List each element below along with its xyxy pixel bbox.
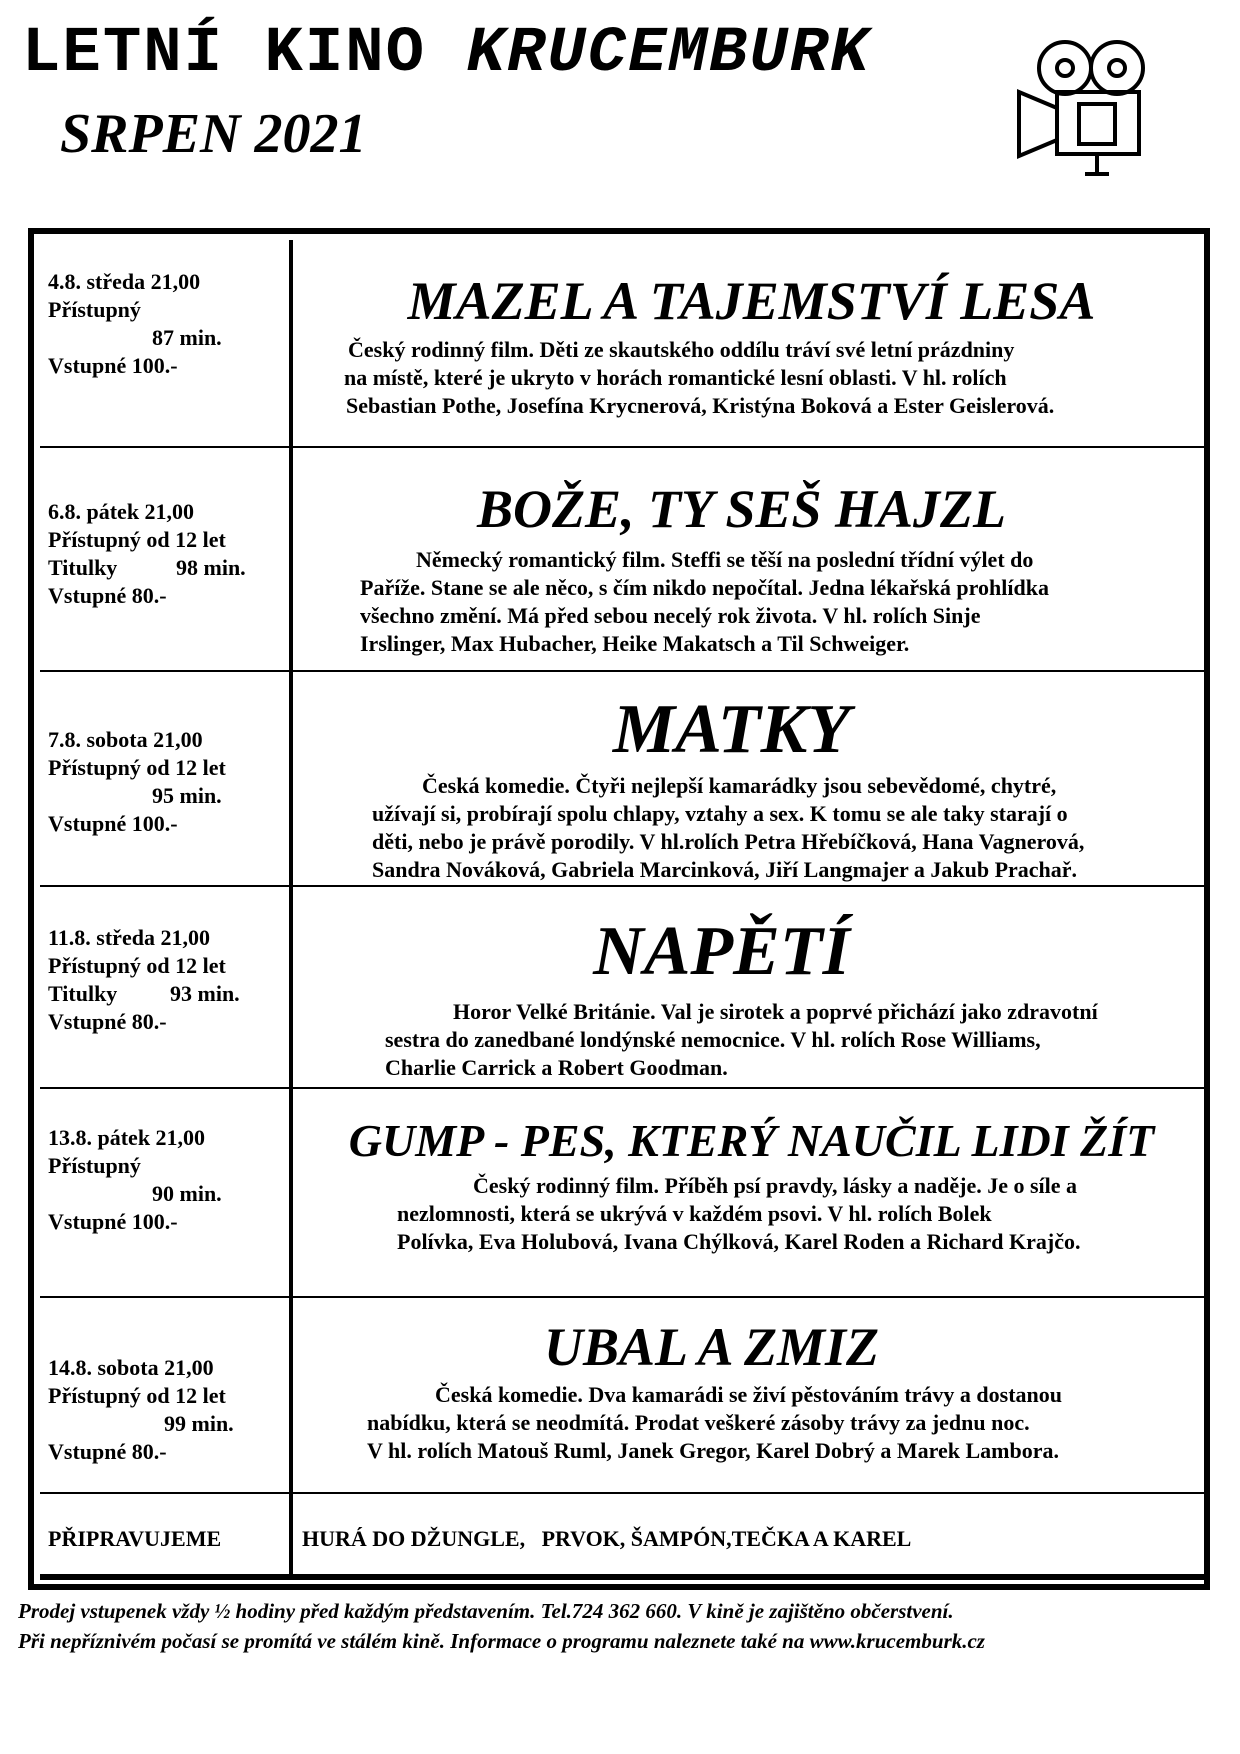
film-description-5 bbox=[397, 1172, 1080, 1256]
film-rating: Přístupný od 12 let bbox=[48, 755, 226, 780]
description-line: Charlie Carrick a Robert Goodman. bbox=[385, 1055, 728, 1080]
film-description-3 bbox=[372, 772, 1084, 884]
description-line: Sebastian Pothe, Josefína Krycnerová, Kristýna Boková a Ester Geislerová. bbox=[346, 393, 1055, 418]
description-line: V hl. rolích Matouš Ruml, Janek Gregor, Karel Dobrý a Marek Lambora. bbox=[367, 1438, 1059, 1463]
footer-note bbox=[18, 1596, 985, 1656]
description-line: Česká komedie. Dva kamarádi se živí pěstováním trávy a dostanou bbox=[435, 1382, 1063, 1407]
film-camera-icon bbox=[1015, 30, 1155, 180]
description-line: nezlomnosti, která se ukrývá v každém psovi. V hl. rolích Bolek bbox=[397, 1201, 992, 1226]
page-title-italic: KRUCEMBURK bbox=[466, 18, 871, 90]
description-line: Česká komedie. Čtyři nejlepší kamarádky jsou sebevědomé, chytré, bbox=[422, 773, 1057, 798]
description-line: Horor Velké Británie. Val je sirotek a poprvé přichází jako zdravotní bbox=[453, 999, 1098, 1024]
description-line: sestra do zanedbané londýnské nemocnice. V hl. rolích Rose Williams, bbox=[385, 1027, 1041, 1052]
description-line: děti, nebo je právě porodily. V hl.rolích Petra Hřebíčková, Hana Vagnerová, bbox=[372, 829, 1085, 854]
film-info-5 bbox=[48, 1124, 288, 1236]
film-duration: 90 min. bbox=[152, 1181, 222, 1206]
film-info-2 bbox=[48, 498, 288, 610]
film-info-1 bbox=[48, 268, 288, 380]
description-line: Český rodinný film. Děti ze skautského oddílu tráví své letní prázdniny bbox=[348, 337, 1015, 362]
upcoming-label: PŘIPRAVUJEME bbox=[48, 1526, 222, 1551]
column-divider bbox=[289, 240, 293, 1580]
film-rating: Přístupný bbox=[48, 1153, 141, 1178]
film-info-4 bbox=[48, 924, 288, 1036]
film-description-6 bbox=[367, 1381, 1062, 1465]
film-price: Vstupné 100.- bbox=[48, 1209, 178, 1234]
film-duration: 99 min. bbox=[164, 1411, 234, 1436]
row-divider bbox=[40, 670, 1210, 672]
row-divider bbox=[40, 885, 1210, 887]
film-date: 4.8. středa 21,00 bbox=[48, 269, 201, 294]
film-title-5: GUMP - PES, KTERÝ NAUČIL LIDI ŽÍT bbox=[348, 1115, 1155, 1166]
film-description-1 bbox=[344, 336, 1055, 420]
film-info-6 bbox=[48, 1354, 288, 1466]
film-price: Vstupné 80.- bbox=[48, 583, 167, 608]
film-price: Vstupné 80.- bbox=[48, 1009, 167, 1034]
film-title-1: MAZEL A TAJEMSTVÍ LESA bbox=[407, 271, 1096, 331]
footer-line: Prodej vstupenek vždy ½ hodiny před každým představením. Tel.724 362 660. V kině je zajištěno občerstvení. bbox=[18, 1599, 954, 1623]
row-divider bbox=[40, 1087, 1210, 1089]
description-line: nabídku, která se neodmítá. Prodat veškeré zásoby trávy za jednu noc. bbox=[367, 1410, 1030, 1435]
film-date: 11.8. středa 21,00 bbox=[48, 925, 210, 950]
page-title bbox=[22, 18, 871, 90]
film-description-2 bbox=[360, 546, 1049, 658]
row-divider bbox=[40, 1296, 1210, 1298]
film-date: 7.8. sobota 21,00 bbox=[48, 727, 203, 752]
film-date: 14.8. sobota 21,00 bbox=[48, 1355, 214, 1380]
film-title-2: BOŽE, TY SEŠ HAJZL bbox=[476, 479, 1007, 539]
film-subtitles: Titulky bbox=[48, 981, 118, 1006]
description-line: všechno změní. Má před sebou necelý rok života. V hl. rolích Sinje bbox=[360, 603, 981, 628]
page-subtitle: SRPEN 2021 bbox=[60, 103, 367, 165]
description-line: užívají si, probírají spolu chlapy, vztahy a sex. K tomu se ale taky starají o bbox=[372, 801, 1068, 826]
film-info-3 bbox=[48, 726, 288, 838]
film-price: Vstupné 100.- bbox=[48, 811, 178, 836]
film-rating: Přístupný od 12 let bbox=[48, 527, 226, 552]
description-line: Paříže. Stane se ale něco, s čím nikdo nepočítal. Jedna lékařská prohlídka bbox=[360, 575, 1049, 600]
description-line: Polívka, Eva Holubová, Ivana Chýlková, Karel Roden a Richard Krajčo. bbox=[397, 1229, 1081, 1254]
page-title-plain: LETNÍ KINO bbox=[22, 18, 467, 90]
footer-line: Při nepříznivém počasí se promítá ve stálém kině. Informace o programu naleznete také na www.krucemburk.cz bbox=[18, 1629, 985, 1653]
description-line: Český rodinný film. Příběh psí pravdy, lásky a naděje. Je o síle a bbox=[473, 1173, 1078, 1198]
film-title-4: NAPĚTÍ bbox=[593, 913, 850, 990]
film-duration: 98 min. bbox=[176, 555, 246, 580]
row-divider bbox=[40, 1492, 1210, 1494]
film-duration: 95 min. bbox=[152, 783, 222, 808]
description-line: Sandra Nováková, Gabriela Marcinková, Jiří Langmajer a Jakub Prachař. bbox=[372, 857, 1078, 882]
description-line: Irslinger, Max Hubacher, Heike Makatsch a Til Schweiger. bbox=[360, 631, 910, 656]
film-duration: 93 min. bbox=[170, 981, 240, 1006]
film-date: 13.8. pátek 21,00 bbox=[48, 1125, 206, 1150]
description-line: na místě, které je ukryto v horách romantické lesní oblasti. V hl. rolích bbox=[344, 365, 1007, 390]
film-description-4 bbox=[385, 998, 1098, 1082]
upcoming-films: HURÁ DO DŽUNGLE, PRVOK, ŠAMPÓN,TEČKA A KAREL bbox=[302, 1526, 912, 1551]
film-price: Vstupné 100.- bbox=[48, 353, 178, 378]
film-subtitles: Titulky bbox=[48, 555, 118, 580]
film-duration: 87 min. bbox=[152, 325, 222, 350]
film-price: Vstupné 80.- bbox=[48, 1439, 167, 1464]
film-date: 6.8. pátek 21,00 bbox=[48, 499, 195, 524]
film-title-6: UBAL A ZMIZ bbox=[543, 1317, 880, 1377]
film-rating: Přístupný od 12 let bbox=[48, 1383, 226, 1408]
description-line: Německý romantický film. Steffi se těší na poslední třídní výlet do bbox=[416, 547, 1034, 572]
film-rating: Přístupný od 12 let bbox=[48, 953, 226, 978]
film-rating: Přístupný bbox=[48, 297, 141, 322]
film-title-3: MATKY bbox=[612, 691, 851, 768]
row-divider bbox=[40, 446, 1210, 448]
